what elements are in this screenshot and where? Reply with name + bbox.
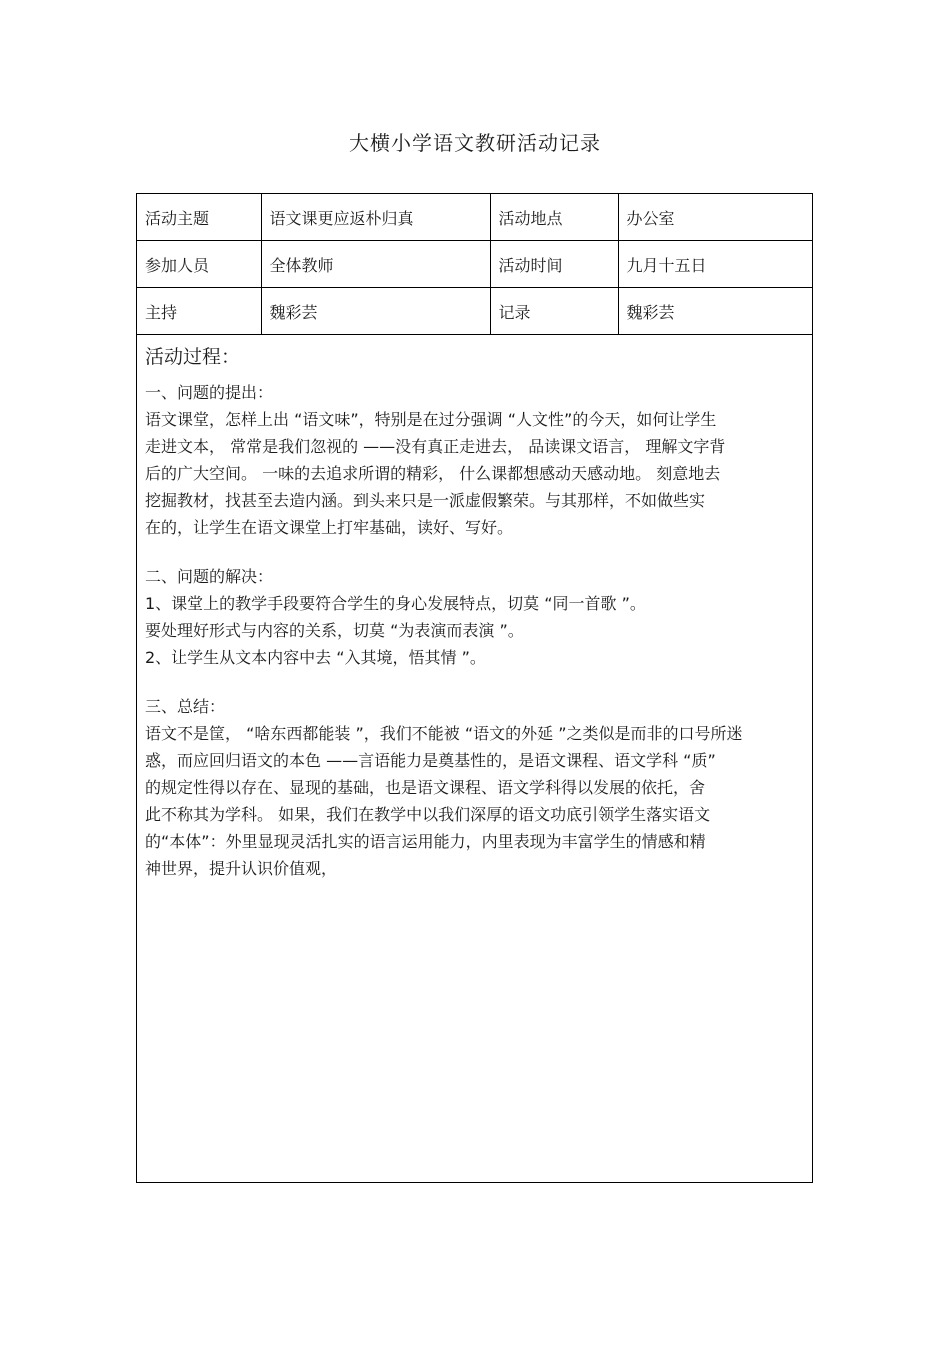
process-section <box>145 344 805 882</box>
paragraph-line: 神世界，提升认识价值观， <box>145 859 338 878</box>
section-1-title: 一、问题的提出： <box>145 383 274 402</box>
info-table <box>137 194 813 335</box>
value-recorder: 魏彩芸 <box>618 288 813 335</box>
value-theme: 语文课更应返朴归真 <box>261 194 490 241</box>
paragraph-line: 走进文本， 常常是我们忽视的 ——没有真正走进去， 品读课文语言， 理解文字背 <box>145 437 726 456</box>
section-2 <box>145 563 805 671</box>
record-sheet <box>136 193 813 1183</box>
paragraph-line: 惑，而应回归语文的本色 ——言语能力是奠基性的，是语文课程、语文学科 “质” <box>145 751 716 770</box>
paragraph-line: 挖掘教材，找甚至去造内涵。到头来只是一派虚假繁荣。与其那样，不如做些实 <box>145 491 706 510</box>
table-row <box>137 288 813 335</box>
paragraph-line: 2、让学生从文本内容中去 “入其境，悟其情 ”。 <box>145 648 486 667</box>
label-location: 活动地点 <box>490 194 618 241</box>
value-time: 九月十五日 <box>618 241 813 288</box>
table-row <box>137 241 813 288</box>
paragraph-line: 语文课堂，怎样上出 “语文味”，特别是在过分强调 “人文性”的今天，如何让学生 <box>145 410 717 429</box>
section-2-title: 二、问题的解决： <box>145 567 274 586</box>
section-1 <box>145 379 805 541</box>
label-time: 活动时间 <box>490 241 618 288</box>
table-row <box>137 194 813 241</box>
label-host: 主持 <box>137 288 261 335</box>
value-participants: 全体教师 <box>261 241 490 288</box>
value-location: 办公室 <box>618 194 813 241</box>
value-host: 魏彩芸 <box>261 288 490 335</box>
page-title: 大横小学语文教研活动记录 <box>349 131 601 155</box>
paragraph-line: 1、课堂上的教学手段要符合学生的身心发展特点，切莫 “同一首歌 ”。 <box>145 594 646 613</box>
paragraph-line: 此不称其为学科。 如果，我们在教学中以我们深厚的语文功底引领学生落实语文 <box>145 805 711 824</box>
label-theme: 活动主题 <box>137 194 261 241</box>
label-participants: 参加人员 <box>137 241 261 288</box>
paragraph-line: 的“本体”：外里显现灵活扎实的语言运用能力，内里表现为丰富学生的情感和精 <box>145 832 706 851</box>
section-3-title: 三、总结： <box>145 697 226 716</box>
process-heading: 活动过程： <box>145 346 241 368</box>
paragraph-line: 的规定性得以存在、显现的基础，也是语文课程、语文学科得以发展的依托，舍 <box>145 778 706 797</box>
paragraph-line: 在的，让学生在语文课堂上打牢基础，读好、写好。 <box>145 518 514 537</box>
paragraph-line: 后的广大空间。 一味的去追求所谓的精彩， 什么课都想感动天感动地。 刻意地去 <box>145 464 721 483</box>
section-3 <box>145 693 805 882</box>
paragraph-line: 要处理好形式与内容的关系，切莫 “为表演而表演 ”。 <box>145 621 524 640</box>
paragraph-line: 语文不是筐， “啥东西都能装 ”，我们不能被 “语文的外延 ”之类似是而非的口号所迷 <box>145 724 743 743</box>
label-recorder: 记录 <box>490 288 618 335</box>
